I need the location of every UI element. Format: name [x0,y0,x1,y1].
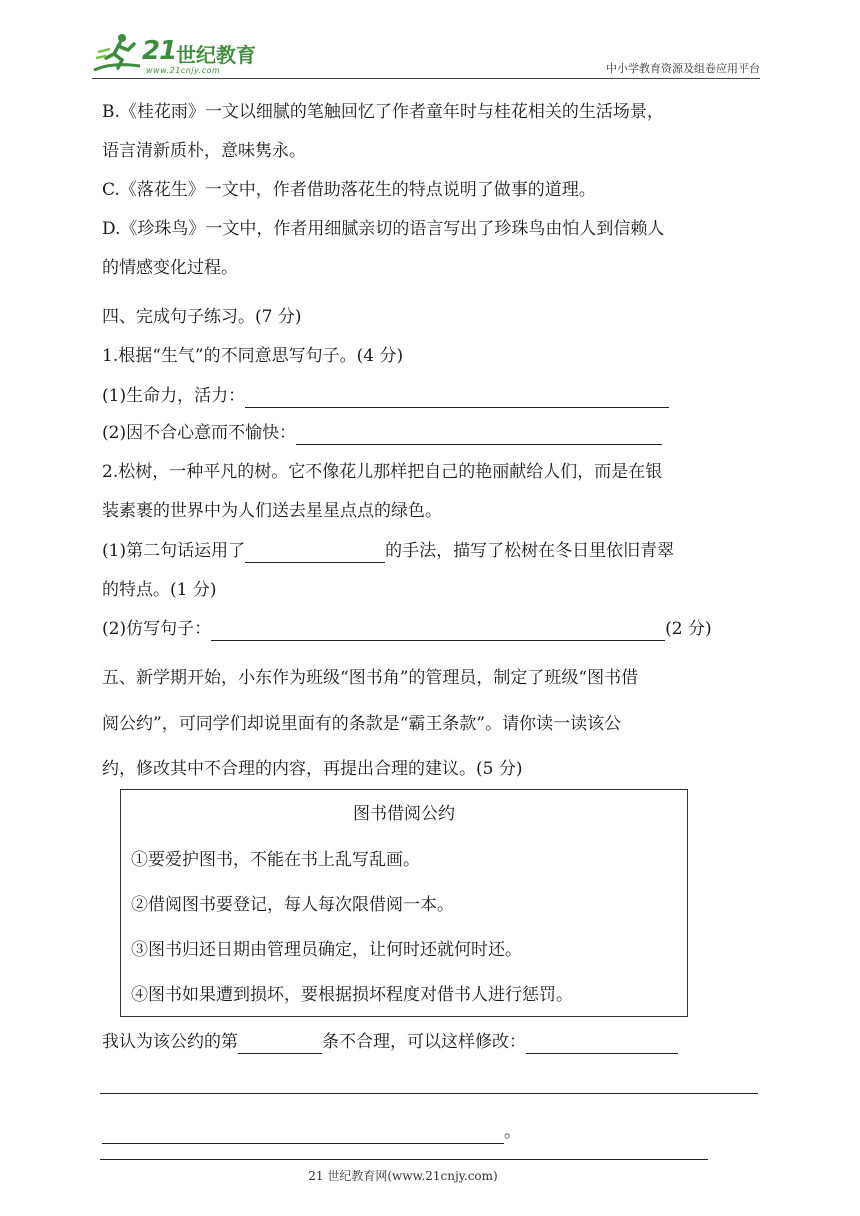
rule-item: ①要爱护图书，不能在书上乱写乱画。 [131,850,420,870]
section4-q1-1 [102,384,669,408]
option-b-line2: 语言清新质朴，意味隽永。 [102,141,306,161]
rule-item: ④图书如果遭到损坏，要根据损坏程度对借书人进行惩罚。 [131,985,573,1005]
q1-2-label: (2)因不合心意而不愉快： [102,423,297,443]
answer-line-2[interactable] [100,1093,758,1094]
revision-answer-blank[interactable] [526,1035,678,1054]
q2-1-prefix: (1)第二句话运用了 [102,541,246,561]
page-footer: 21 世纪教育网(www.21cnjy.com) [308,1169,498,1183]
section4-q2-1-line2: 的特点。(1 分) [102,580,217,600]
q2-2-answer-blank[interactable] [211,622,665,641]
q2-1-suffix: 的手法，描写了松树在冬日里依旧青翠 [385,541,675,561]
q2-2-suffix: (2 分) [665,619,712,639]
logo-number: 21 [142,36,177,66]
page-header [92,30,760,80]
option-d-line2: 的情感变化过程。 [102,258,238,278]
option-c-line1: C.《落花生》一文中，作者借助落花生的特点说明了做事的道理。 [102,180,596,200]
logo-text: 世纪教育 [176,43,256,67]
section4-q1: 1.根据“生气”的不同意思写句子。(4 分) [102,346,404,366]
section5-line1: 五、新学期开始，小东作为班级“图书角”的管理员，制定了班级“图书借 [102,668,639,688]
option-d-line1: D.《珍珠鸟》一文中，作者用细腻亲切的语言写出了珍珠鸟由怕人到信赖人 [102,219,665,239]
section4-q2-1 [102,539,674,563]
option-b-line1: B.《桂花雨》一文以细腻的笔触回忆了作者童年时与桂花相关的生活场景， [102,102,664,122]
suggestion-answer-blank[interactable] [102,1125,504,1144]
section5-answer-end [102,1120,521,1144]
q1-1-label: (1)生命力，活力： [102,386,246,406]
section5-line3: 约，修改其中不合理的内容，再提出合理的建议。(5 分) [102,759,523,779]
rule-number-blank[interactable] [238,1035,322,1054]
logo-url: www.21cnjy.com [146,66,221,75]
section5-answer-line [102,1030,678,1054]
q2-2-prefix: (2)仿写句子： [102,619,212,639]
q1-1-answer-blank[interactable] [245,389,669,408]
rules-box-title: 图书借阅公约 [353,804,455,824]
rule-item: ③图书归还日期由管理员确定，让何时还就何时还。 [131,940,522,960]
q1-2-answer-blank[interactable] [296,426,662,445]
site-logo [92,30,312,80]
answer-middle: 条不合理，可以这样修改： [322,1032,526,1052]
header-divider [92,78,760,79]
answer-end-mark: 。 [504,1122,521,1142]
footer-divider [100,1159,708,1160]
header-platform-text: 中小学教育资源及组卷应用平台 [606,62,760,75]
section4-q2-line2: 装素裹的世界中为人们送去星星点点的绿色。 [102,501,442,521]
section5-line2: 阅公约”，可同学们却说里面有的条款是“霸王条款”。请你读一读该公 [102,714,622,734]
rule-item: ②借阅图书要登记，每人每次限借阅一本。 [131,895,454,915]
runner-logo-icon [92,32,144,76]
section4-q2-2 [102,617,712,641]
answer-prefix: 我认为该公约的第 [102,1032,238,1052]
section4-title: 四、完成句子练习。(7 分) [102,307,302,327]
library-rules-box [120,789,688,1017]
section4-q1-2 [102,421,662,445]
section4-q2-line1: 2.松树，一种平凡的树。它不像花儿那样把自己的艳丽献给人们，而是在银 [102,462,663,482]
q2-1-answer-blank[interactable] [245,544,385,563]
